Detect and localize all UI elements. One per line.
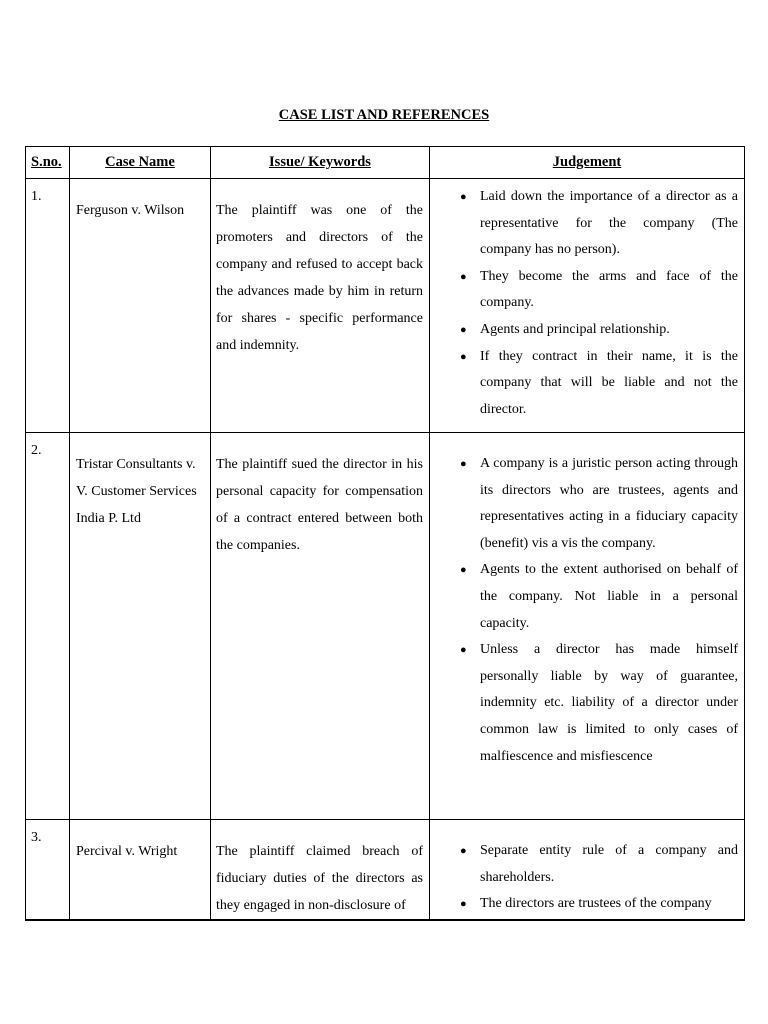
judgement-list [434, 838, 738, 918]
case-name-cell: Percival v. Wright [70, 820, 211, 921]
bullet-icon: ● [460, 898, 467, 911]
sno-cell: 3. [26, 820, 70, 921]
sno-cell: 1. [26, 179, 70, 433]
table-row [26, 179, 745, 433]
sno-cell: 2. [26, 433, 70, 820]
judgement-point: ● If they contract in their name, it is the company that will be liable and not the director. [434, 344, 738, 424]
bullet-icon: ● [460, 644, 467, 657]
header-judgement: Judgement [430, 147, 745, 179]
judgement-list [434, 184, 738, 423]
bullet-icon: ● [460, 270, 467, 283]
judgement-point: ● The directors are trustees of the company [434, 891, 738, 918]
table-row [26, 433, 745, 820]
judgement-point: ● Unless a director has made himself personally liable by way of guarantee, indemnity etc. liability of a director under common law is limited to only cases of malfiescence and misfiescence [434, 637, 738, 770]
judgement-point: ● Agents and principal relationship. [434, 317, 738, 344]
judgement-point: ● Agents to the extent authorised on behalf of the company. Not liable in a personal capacity. [434, 557, 738, 637]
case-list-table [25, 146, 745, 921]
bullet-icon: ● [460, 458, 467, 470]
table-header-row [26, 147, 745, 179]
judgement-list [434, 451, 738, 770]
judgement-cell [430, 820, 745, 921]
issue-cell: The plaintiff was one of the promoters and directors of the company and refused to accept back the advances made by him in return for shares - specific performance and indemnity. [211, 179, 430, 433]
table-row [26, 820, 745, 921]
issue-cell: The plaintiff sued the director in his personal capacity for compensation of a contract entered between both the companies. [211, 433, 430, 820]
document-title: CASE LIST AND REFERENCES [278, 107, 490, 123]
header-case-name: Case Name [70, 147, 211, 179]
bullet-icon: ● [460, 845, 467, 857]
header-sno: S.no. [26, 147, 70, 179]
judgement-point: ● Separate entity rule of a company and shareholders. [434, 838, 738, 891]
judgement-cell [430, 433, 745, 820]
case-name-cell: Tristar Consultants v. V. Customer Services India P. Ltd [70, 433, 211, 820]
header-issue-keywords: Issue/ Keywords [211, 147, 430, 179]
judgement-point: ● They become the arms and face of the company. [434, 264, 738, 317]
bullet-icon: ● [460, 564, 467, 577]
case-name-cell: Ferguson v. Wilson [70, 179, 211, 433]
issue-cell: The plaintiff claimed breach of fiduciary duties of the directors as they engaged in non-disclosure of [211, 820, 430, 921]
bullet-icon: ● [460, 350, 467, 363]
judgement-point: ● A company is a juristic person acting through its directors who are trustees, agents and representatives acting in a fiduciary capacity (benefit) vis a vis the company. [434, 451, 738, 557]
bullet-icon: ● [460, 191, 467, 203]
judgement-point: ● Laid down the importance of a director as a representative for the company (The company has no person). [434, 184, 738, 264]
bullet-icon: ● [460, 323, 467, 336]
judgement-cell [430, 179, 745, 433]
